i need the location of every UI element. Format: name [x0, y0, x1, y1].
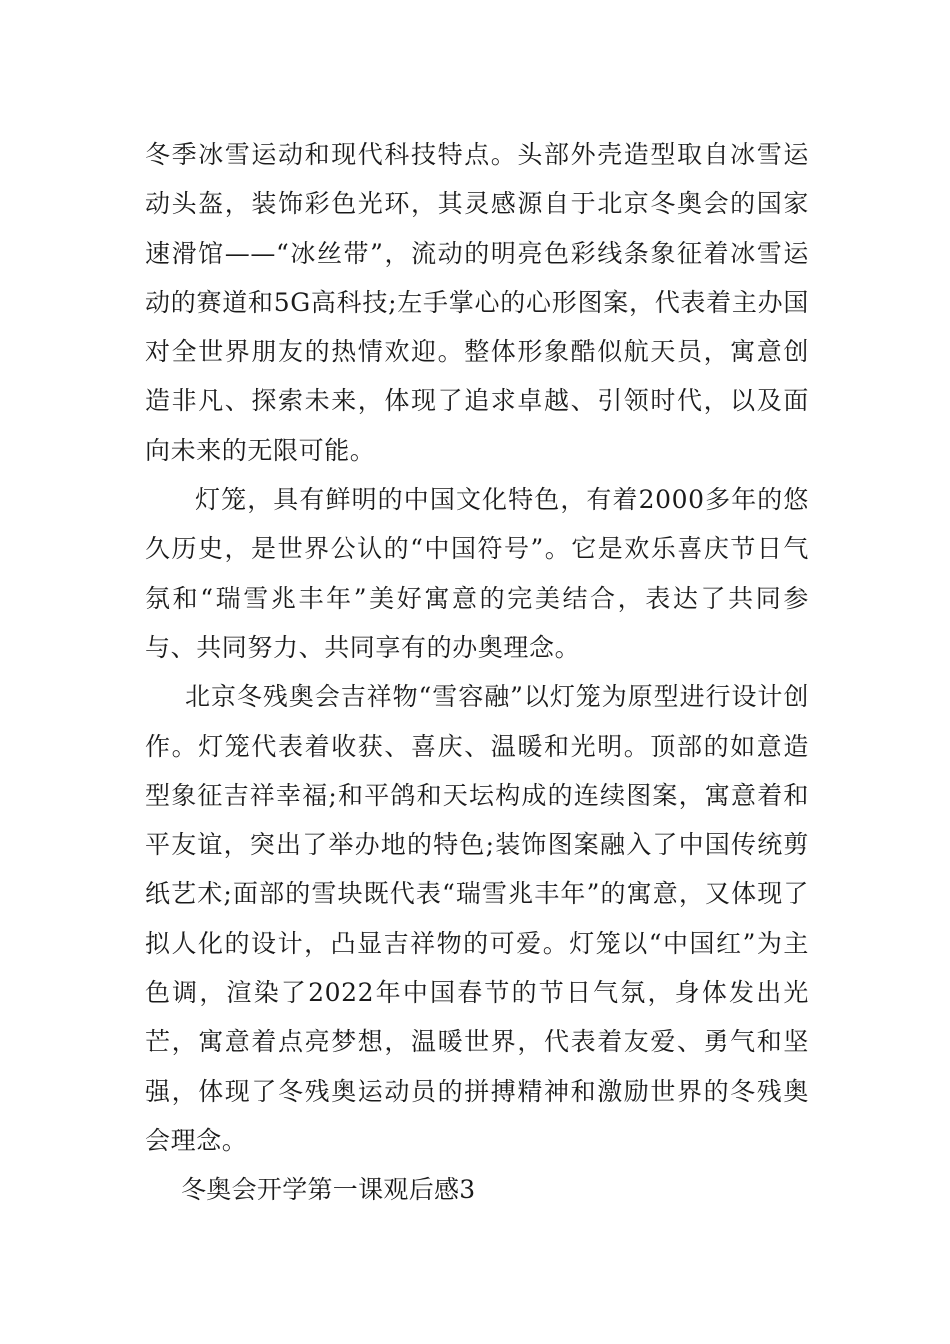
document-body — [145, 130, 809, 1215]
paragraph-paralympic-mascot: 北京冬残奥会吉祥物“雪容融”以灯笼为原型进行设计创作。灯笼代表着收获、喜庆、温暖和光明。顶部的如意造型象征吉祥幸福;和平鸽和天坛构成的连续图案，寓意着和平友谊，突出了举办地的特色;装饰图案融入了中国传统剪纸艺术;面部的雪块既代表“瑞雪兆丰年”的寓意，又体现了拟人化的设计，凸显吉祥物的可爱。灯笼以“中国红”为主色调，渲染了2022年中国春节的节日气氛，身体发出光芒，寓意着点亮梦想，温暖世界，代表着友爱、勇气和坚强，体现了冬残奥运动员的拼搏精神和激励世界的冬残奥会理念。 — [145, 682, 809, 1155]
paragraph-olympic-mascot-continued: 冬季冰雪运动和现代科技特点。头部外壳造型取自冰雪运动头盔，装饰彩色光环，其灵感源自于北京冬奥会的国家速滑馆——“冰丝带”，流动的明亮色彩线条象征着冰雪运动的赛道和5G高科技;左手掌心的心形图案，代表着主办国对全世界朋友的热情欢迎。整体形象酷似航天员，寓意创造非凡、探索未来，体现了追求卓越、引领时代，以及面向未来的无限可能。 — [145, 140, 809, 465]
section-heading: 冬奥会开学第一课观后感3 — [181, 1175, 476, 1205]
paragraph-lantern-culture: 灯笼，具有鲜明的中国文化特色，有着2000多年的悠久历史，是世界公认的“中国符号”。它是欢乐喜庆节日气氛和“瑞雪兆丰年”美好寓意的完美结合，表达了共同参与、共同努力、共同享有的办奥理念。 — [145, 485, 809, 662]
